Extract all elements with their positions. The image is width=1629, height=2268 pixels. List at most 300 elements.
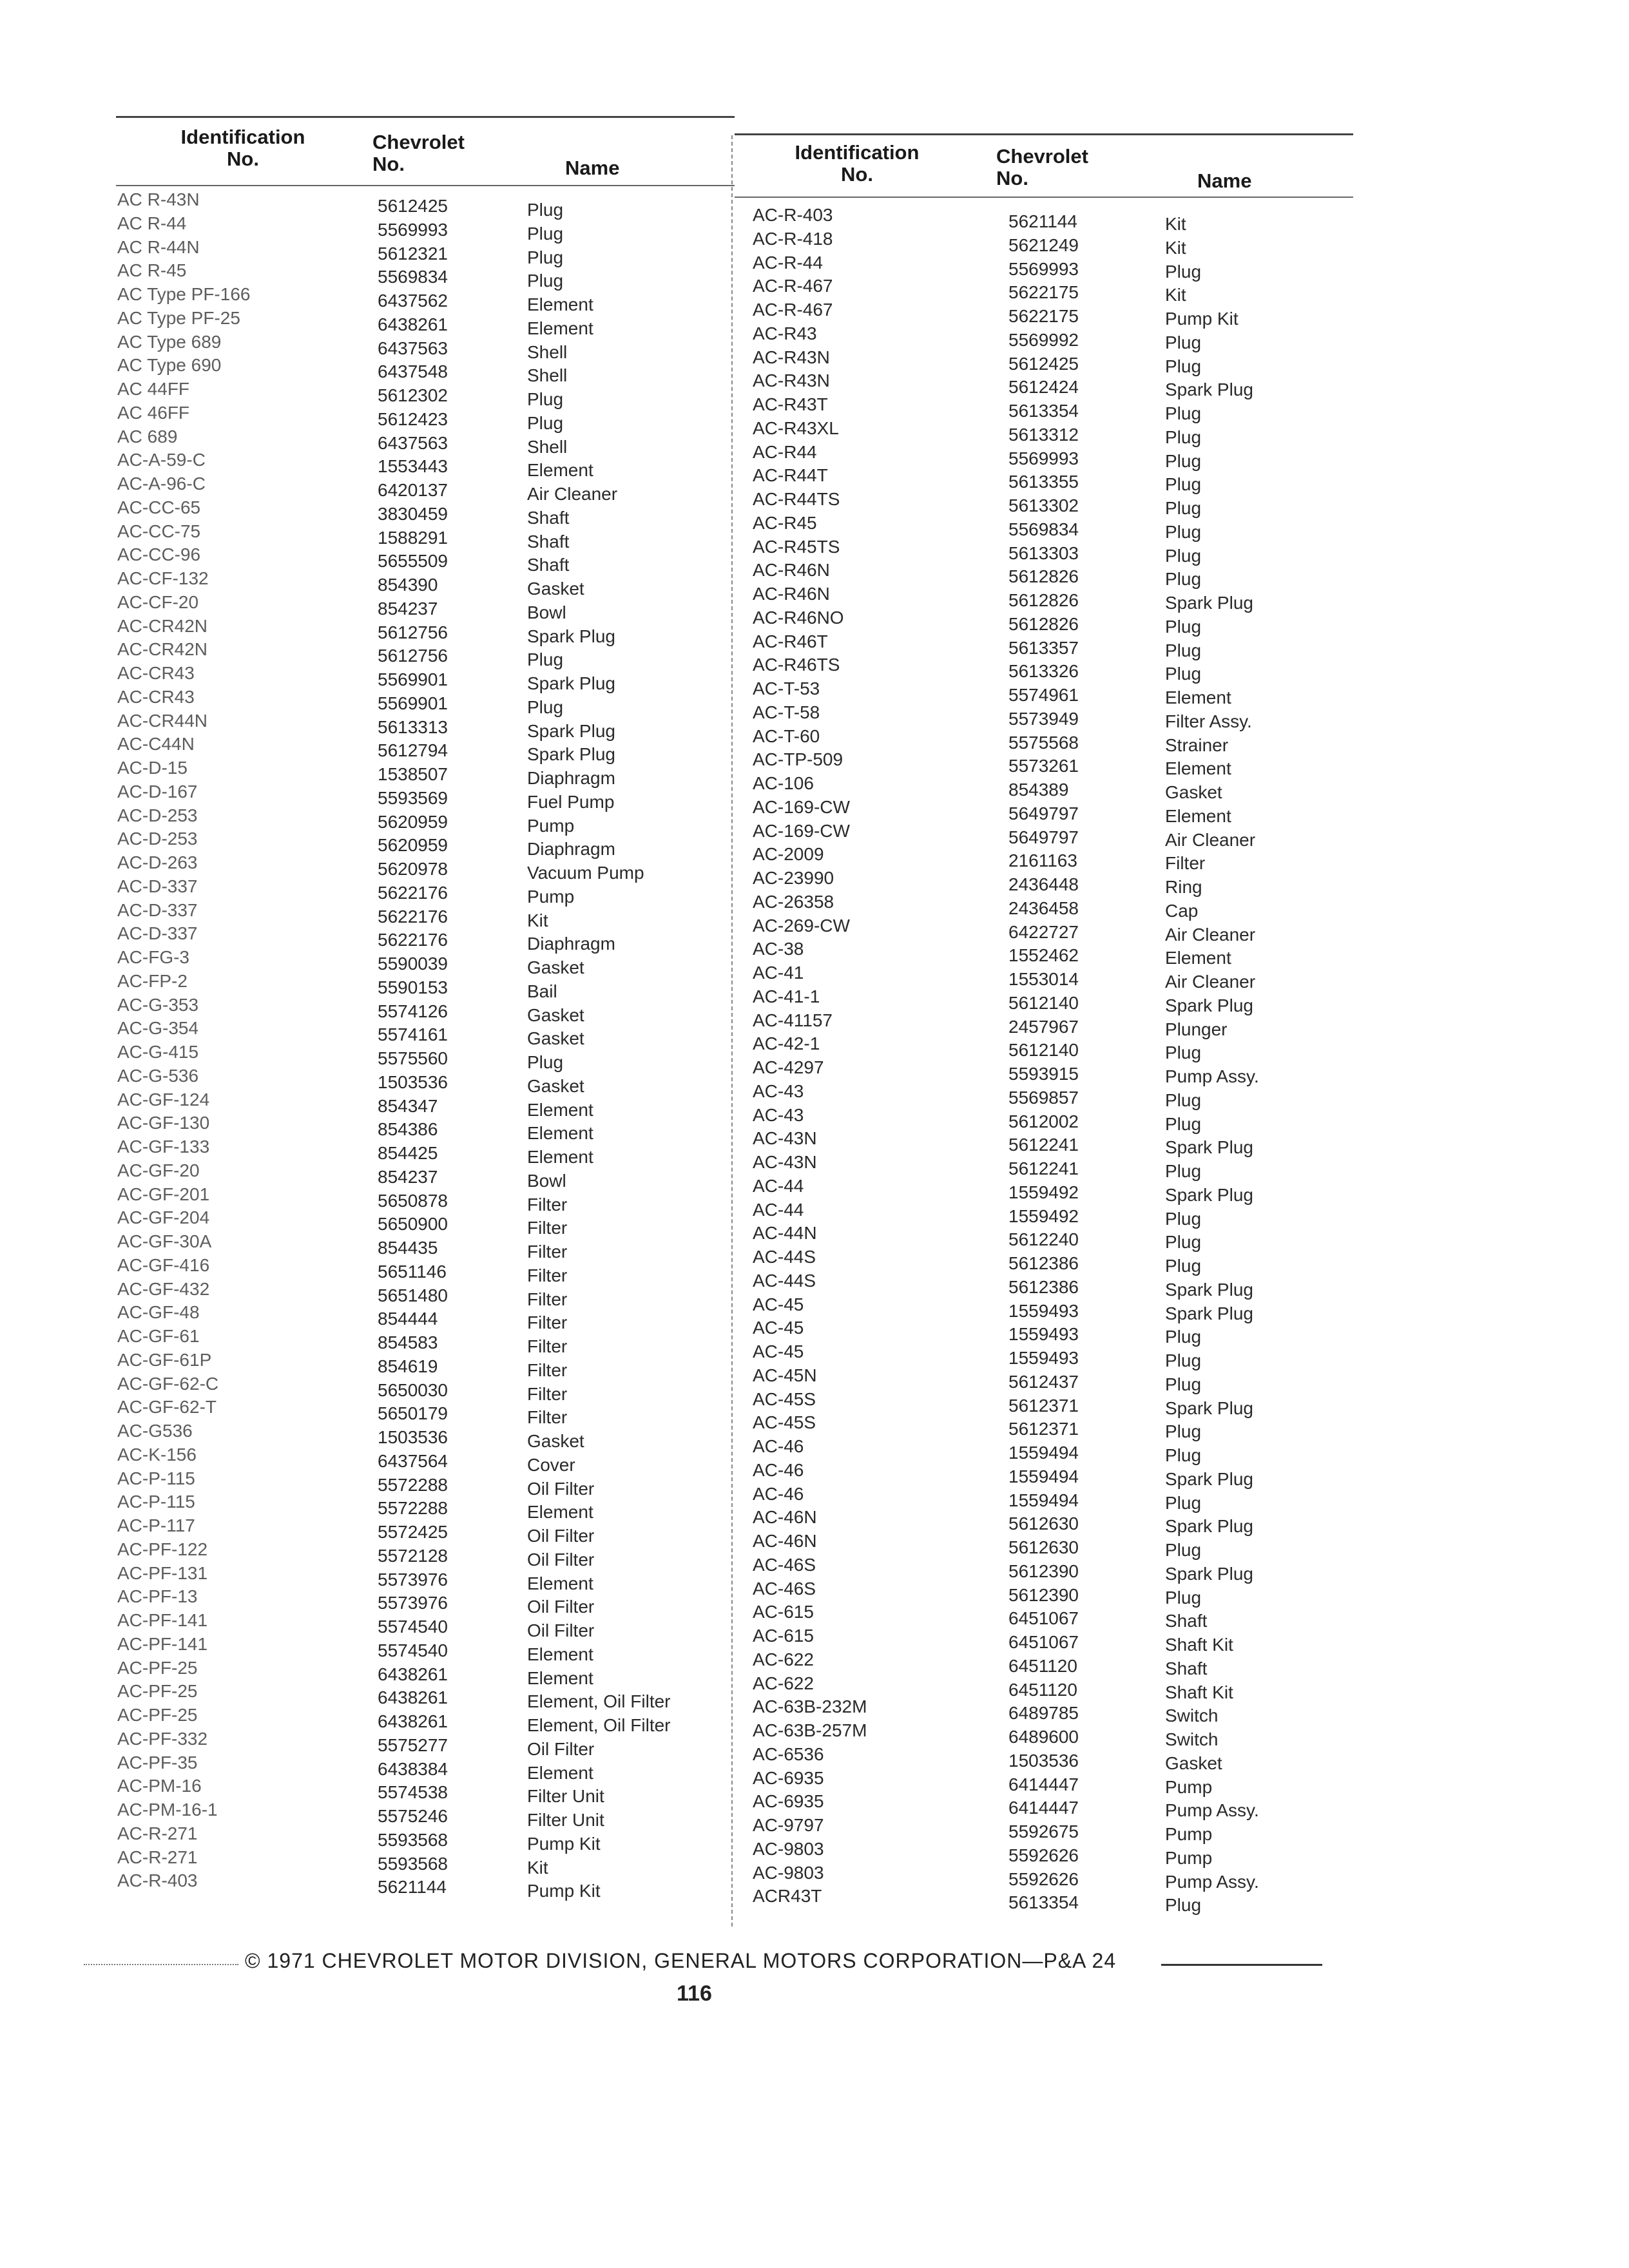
- part-name-cell: Plug: [1165, 356, 1202, 376]
- ident-number-cell: AC-GF-416: [117, 1254, 210, 1275]
- part-name-cell: Pump Assy.: [1165, 1066, 1259, 1086]
- ident-number-cell: AC-FG-3: [117, 947, 189, 967]
- chevrolet-number-cell: 5569992: [1008, 329, 1079, 350]
- ident-number-cell: AC-PF-25: [117, 1681, 198, 1702]
- ident-number-cell: AC-26358: [753, 891, 834, 912]
- ident-number-cell: AC-P-115: [117, 1468, 195, 1488]
- part-name-cell: Plug: [527, 649, 564, 670]
- ident-number-cell: AC R-44: [117, 213, 187, 233]
- chevrolet-number-cell: 5612794: [378, 740, 448, 761]
- ident-number-cell: AC-615: [753, 1626, 814, 1646]
- ident-number-cell: AC-GF-30A: [117, 1231, 212, 1251]
- ident-number-cell: AC-GF-432: [117, 1278, 210, 1299]
- part-name-cell: Spark Plug: [1165, 1468, 1253, 1489]
- part-name-cell: Shell: [527, 341, 568, 362]
- chevrolet-number-cell: 6489600: [1008, 1727, 1079, 1747]
- part-name-cell: Switch: [1165, 1706, 1219, 1726]
- part-name-cell: Element: [527, 1667, 593, 1688]
- chevrolet-number-cell: 5590153: [378, 977, 448, 997]
- chevrolet-number-cell: 6414447: [1008, 1798, 1079, 1818]
- ident-number-cell: AC-63B-257M: [753, 1720, 867, 1740]
- chevrolet-number-cell: 5621144: [378, 1877, 447, 1898]
- part-name-cell: Plug: [1165, 1090, 1202, 1110]
- chevrolet-number-cell: 5569901: [378, 693, 448, 713]
- ident-number-cell: AC R-43N: [117, 189, 200, 209]
- ident-number-cell: AC-45S: [753, 1389, 816, 1409]
- chevrolet-number-cell: 3830459: [378, 503, 448, 524]
- ident-number-cell: AC-46N: [753, 1507, 817, 1528]
- part-name-cell: Shell: [527, 365, 568, 386]
- copyright-footer: © 1971 CHEVROLET MOTOR DIVISION, GENERAL MOTORS CORPORATION—P&A 24: [245, 1949, 1117, 1972]
- chevrolet-number-cell: 5612390: [1008, 1584, 1079, 1605]
- part-name-cell: Shaft: [527, 531, 570, 552]
- chevrolet-number-cell: 1588291: [378, 527, 448, 548]
- ident-number-cell: AC-PF-332: [117, 1728, 208, 1749]
- ident-number-cell: AC-269-CW: [753, 915, 850, 936]
- left-chev-header: Chevrolet No.: [372, 131, 465, 175]
- part-name-cell: Spark Plug: [1165, 1516, 1253, 1537]
- part-name-cell: Element: [527, 294, 593, 314]
- part-name-cell: Filter: [527, 1289, 568, 1309]
- ident-number-cell: AC-46: [753, 1483, 804, 1504]
- ident-number-cell: AC R-45: [117, 260, 187, 281]
- chevrolet-number-cell: 854237: [378, 598, 438, 619]
- part-name-cell: Diaphragm: [527, 839, 615, 860]
- part-name-cell: Element, Oil Filter: [527, 1691, 671, 1712]
- right-ident-column: [753, 204, 867, 1908]
- chevrolet-number-cell: 5572425: [378, 1522, 448, 1542]
- chevrolet-number-cell: 5650878: [378, 1190, 448, 1211]
- column-divider: [731, 135, 733, 1927]
- ident-number-cell: AC-GF-48: [117, 1302, 200, 1323]
- ident-number-cell: AC-D-167: [117, 781, 198, 802]
- ident-number-cell: AC-43: [753, 1104, 804, 1125]
- chevrolet-number-cell: 5622176: [378, 930, 448, 950]
- part-name-cell: Spark Plug: [1165, 995, 1253, 1015]
- ident-number-cell: AC-CR42N: [117, 639, 208, 660]
- chevrolet-number-cell: 5612302: [378, 385, 448, 405]
- part-name-cell: Element: [527, 1099, 593, 1120]
- chevrolet-number-cell: 5572128: [378, 1545, 448, 1566]
- part-name-cell: Spark Plug: [527, 673, 615, 693]
- ident-number-cell: AC Type PF-166: [117, 284, 251, 304]
- part-name-cell: Filter Assy.: [1165, 711, 1252, 731]
- part-name-cell: Gasket: [527, 1075, 584, 1096]
- part-name-cell: Gasket: [1165, 1753, 1222, 1773]
- ident-number-cell: AC-43N: [753, 1152, 817, 1172]
- chevrolet-number-cell: 6451067: [1008, 1608, 1079, 1629]
- chevrolet-number-cell: 5613313: [378, 716, 448, 737]
- part-name-cell: Element: [527, 1573, 593, 1593]
- ident-number-cell: AC-GF-204: [117, 1207, 210, 1228]
- ident-number-cell: AC-6935: [753, 1767, 824, 1788]
- part-name-cell: Oil Filter: [527, 1478, 595, 1499]
- part-name-cell: Plug: [1165, 1256, 1202, 1276]
- ident-number-cell: AC-46N: [753, 1531, 817, 1551]
- ident-number-cell: AC-46: [753, 1459, 804, 1480]
- chevrolet-number-cell: 6437563: [378, 432, 448, 453]
- part-name-cell: Plug: [527, 697, 564, 717]
- ident-number-cell: AC-D-263: [117, 852, 198, 872]
- ident-number-cell: AC Type 689: [117, 331, 222, 352]
- chevrolet-number-cell: 5612826: [1008, 590, 1079, 610]
- ident-number-cell: AC-FP-2: [117, 970, 188, 991]
- ident-number-cell: AC-PM-16: [117, 1776, 202, 1796]
- part-name-cell: Plug: [1165, 1327, 1202, 1347]
- part-name-cell: Oil Filter: [527, 1597, 595, 1617]
- part-name-cell: Filter: [527, 1312, 568, 1333]
- chevrolet-number-cell: 2161163: [1008, 850, 1077, 871]
- chevrolet-number-cell: 6489785: [1008, 1703, 1079, 1724]
- ident-number-cell: AC-9803: [753, 1862, 824, 1883]
- part-name-cell: Filter: [527, 1383, 568, 1404]
- part-name-cell: Shaft Kit: [1165, 1682, 1233, 1702]
- chevrolet-number-cell: 5612423: [378, 408, 448, 429]
- ident-number-cell: AC 44FF: [117, 379, 190, 399]
- part-name-cell: Plug: [1165, 1540, 1202, 1560]
- part-name-cell: Plug: [1165, 1113, 1202, 1134]
- ident-number-cell: AC-D-15: [117, 758, 188, 778]
- chevrolet-number-cell: 5649797: [1008, 803, 1079, 823]
- ident-number-cell: AC-41-1: [753, 986, 820, 1006]
- ident-number-cell: AC-R-271: [117, 1847, 198, 1867]
- ident-number-cell: AC-R43N: [753, 370, 830, 391]
- part-name-cell: Cover: [527, 1454, 575, 1475]
- chevrolet-number-cell: 5612424: [1008, 377, 1079, 398]
- chevrolet-number-cell: 5590039: [378, 954, 448, 974]
- part-name-cell: Element: [527, 460, 593, 481]
- chevrolet-number-cell: 5613354: [1008, 401, 1079, 421]
- chevrolet-number-cell: 5592626: [1008, 1845, 1079, 1865]
- right-name-column: [1165, 213, 1259, 1917]
- part-name-cell: Element: [1165, 687, 1231, 707]
- part-name-cell: Plug: [1165, 332, 1202, 352]
- chevrolet-number-cell: 6438261: [378, 1711, 448, 1731]
- part-name-cell: Pump: [1165, 1847, 1213, 1868]
- ident-number-cell: AC-R-467: [753, 276, 833, 296]
- part-name-cell: Pump: [1165, 1824, 1213, 1844]
- part-name-cell: Pump Assy.: [1165, 1871, 1259, 1892]
- ident-number-cell: AC-D-253: [117, 829, 198, 849]
- chevrolet-number-cell: 854390: [378, 575, 438, 595]
- part-name-cell: Plug: [1165, 1421, 1202, 1442]
- chevrolet-number-cell: 5572288: [378, 1498, 448, 1519]
- chevrolet-number-cell: 854386: [378, 1119, 438, 1140]
- chevrolet-number-cell: 5620959: [378, 835, 448, 856]
- ident-number-cell: AC-PM-16-1: [117, 1800, 218, 1820]
- chevrolet-number-cell: 1559492: [1008, 1206, 1079, 1226]
- ident-number-cell: AC-PF-131: [117, 1562, 208, 1583]
- page-number: 116: [677, 1981, 712, 2006]
- part-name-cell: Air Cleaner: [1165, 829, 1256, 850]
- ident-number-cell: AC-GF-61P: [117, 1349, 212, 1370]
- chevrolet-number-cell: 5575246: [378, 1806, 448, 1826]
- part-name-cell: Shaft: [1165, 1658, 1208, 1678]
- left-ident-header: Identification No.: [180, 126, 305, 170]
- part-name-cell: Shaft: [1165, 1611, 1208, 1631]
- ident-number-cell: AC-R44: [753, 441, 817, 462]
- chevrolet-number-cell: 5612630: [1008, 1514, 1079, 1534]
- part-name-cell: Plug: [1165, 450, 1202, 471]
- chevrolet-number-cell: 5613326: [1008, 661, 1079, 682]
- part-name-cell: Plug: [1165, 1043, 1202, 1063]
- part-name-cell: Pump Kit: [527, 1833, 601, 1854]
- chevrolet-number-cell: 5612240: [1008, 1229, 1079, 1250]
- part-name-cell: Element: [527, 1502, 593, 1523]
- chevrolet-number-cell: 1559493: [1008, 1348, 1079, 1368]
- ident-number-cell: AC-44: [753, 1199, 804, 1220]
- part-name-cell: Spark Plug: [527, 744, 615, 765]
- part-name-cell: Element: [527, 1123, 593, 1144]
- chevrolet-number-cell: 5650900: [378, 1214, 448, 1235]
- part-name-cell: Oil Filter: [527, 1738, 595, 1759]
- chevrolet-number-cell: 5574540: [378, 1640, 448, 1660]
- part-name-cell: Pump: [527, 886, 575, 907]
- chevrolet-number-cell: 854347: [378, 1095, 438, 1116]
- chevrolet-number-cell: 5574540: [378, 1617, 448, 1637]
- ident-number-cell: AC-GF-61: [117, 1326, 200, 1346]
- chevrolet-number-cell: 5622175: [1008, 282, 1079, 303]
- part-name-cell: Filter: [527, 1265, 568, 1285]
- ident-number-cell: AC R-44N: [117, 236, 200, 257]
- ident-number-cell: AC-GF-130: [117, 1113, 210, 1133]
- part-name-cell: Oil Filter: [527, 1620, 595, 1640]
- part-name-cell: Plug: [1165, 403, 1202, 423]
- chevrolet-number-cell: 5592675: [1008, 1821, 1079, 1841]
- ident-number-cell: AC-43: [753, 1081, 804, 1101]
- ident-number-cell: AC-43N: [753, 1128, 817, 1149]
- chevrolet-number-cell: 5573949: [1008, 708, 1079, 729]
- chevrolet-number-cell: 6437548: [378, 361, 448, 382]
- chevrolet-number-cell: 5569901: [378, 669, 448, 689]
- ident-number-cell: AC-41: [753, 963, 804, 983]
- ident-number-cell: AC-44: [753, 1175, 804, 1196]
- ident-number-cell: AC-44S: [753, 1270, 816, 1291]
- chevrolet-number-cell: 5651480: [378, 1285, 448, 1305]
- chevrolet-number-cell: 5575568: [1008, 732, 1079, 753]
- ident-number-cell: AC-R-44: [753, 252, 823, 273]
- chevrolet-number-cell: 5612371: [1008, 1395, 1079, 1416]
- part-name-cell: Spark Plug: [527, 720, 615, 741]
- ident-number-cell: AC 689: [117, 426, 178, 447]
- ident-number-cell: AC-6935: [753, 1791, 824, 1812]
- ident-number-cell: ACR43T: [753, 1886, 822, 1907]
- chevrolet-number-cell: 6438261: [378, 1687, 448, 1708]
- ident-number-cell: AC-R46T: [753, 631, 828, 651]
- chevrolet-number-cell: 5622176: [378, 906, 448, 927]
- part-name-cell: Spark Plug: [1165, 1303, 1253, 1323]
- ident-number-cell: AC-K-156: [117, 1444, 197, 1465]
- chevrolet-number-cell: 2436448: [1008, 874, 1079, 894]
- part-name-cell: Plug: [1165, 1161, 1202, 1181]
- ident-number-cell: AC-R46N: [753, 584, 830, 604]
- chevrolet-number-cell: 5593568: [378, 1829, 448, 1850]
- chevrolet-number-cell: 6422727: [1008, 921, 1079, 942]
- part-name-cell: Element: [1165, 758, 1231, 779]
- ident-number-cell: AC-622: [753, 1649, 814, 1669]
- part-name-cell: Plug: [1165, 498, 1202, 518]
- chevrolet-number-cell: 5593569: [378, 787, 448, 808]
- part-name-cell: Cap: [1165, 900, 1199, 921]
- chevrolet-number-cell: 854425: [378, 1143, 438, 1163]
- part-name-cell: Plug: [1165, 1445, 1202, 1465]
- ident-number-cell: AC-G536: [117, 1421, 193, 1441]
- part-name-cell: Filter: [527, 1407, 568, 1428]
- ident-number-cell: AC-G-536: [117, 1065, 199, 1086]
- chevrolet-number-cell: 5613302: [1008, 495, 1079, 515]
- ident-number-cell: AC-46S: [753, 1578, 816, 1599]
- chevrolet-number-cell: 5650179: [378, 1403, 448, 1424]
- chevrolet-number-cell: 5592626: [1008, 1869, 1079, 1889]
- ident-number-cell: AC-P-117: [117, 1515, 195, 1535]
- chevrolet-number-cell: 5612371: [1008, 1419, 1079, 1439]
- ident-number-cell: AC-T-53: [753, 678, 820, 698]
- ident-number-cell: AC-CC-75: [117, 521, 201, 541]
- part-name-cell: Kit: [527, 1857, 548, 1878]
- part-name-cell: Plug: [1165, 1208, 1202, 1229]
- chevrolet-number-cell: 1503536: [378, 1427, 448, 1447]
- part-name-cell: Filter: [527, 1360, 568, 1380]
- ident-number-cell: AC-R-467: [753, 300, 833, 320]
- chevrolet-number-cell: 5613354: [1008, 1892, 1079, 1913]
- ident-number-cell: AC-46S: [753, 1554, 816, 1575]
- part-name-cell: Plug: [1165, 427, 1202, 447]
- chevrolet-number-cell: 5612826: [1008, 566, 1079, 587]
- chevrolet-number-cell: 5620959: [378, 811, 448, 832]
- ident-number-cell: AC-GF-133: [117, 1137, 210, 1157]
- part-name-cell: Plug: [1165, 1232, 1202, 1253]
- chevrolet-number-cell: 5612425: [378, 196, 448, 216]
- part-name-cell: Plug: [527, 247, 564, 267]
- chevrolet-number-cell: 5612140: [1008, 992, 1079, 1013]
- part-name-cell: Plug: [527, 389, 564, 409]
- ident-number-cell: AC-PF-141: [117, 1610, 208, 1630]
- part-name-cell: Spark Plug: [527, 626, 615, 646]
- part-name-cell: Filter Unit: [527, 1786, 604, 1807]
- ident-number-cell: AC-R-403: [753, 205, 833, 225]
- part-name-cell: Oil Filter: [527, 1549, 595, 1570]
- part-name-cell: Filter: [1165, 853, 1206, 874]
- chevrolet-number-cell: 6437564: [378, 1450, 448, 1471]
- chevrolet-number-cell: 5612756: [378, 622, 448, 642]
- chevrolet-number-cell: 5612140: [1008, 1040, 1079, 1061]
- left-top-rule: [116, 116, 735, 118]
- part-name-cell: Plug: [527, 200, 564, 220]
- part-name-cell: Plug: [527, 412, 564, 433]
- ident-number-cell: AC-D-253: [117, 805, 198, 825]
- ident-number-cell: AC-PF-122: [117, 1539, 208, 1559]
- ident-number-cell: AC-R44TS: [753, 489, 840, 509]
- chevrolet-number-cell: 5569993: [1008, 258, 1079, 279]
- ident-number-cell: AC-169-CW: [753, 796, 850, 817]
- ident-number-cell: AC-42-1: [753, 1033, 820, 1054]
- ident-number-cell: AC-R43XL: [753, 418, 839, 438]
- left-ident-column: [117, 188, 250, 1893]
- chevrolet-number-cell: 5573976: [378, 1569, 448, 1590]
- part-name-cell: Plug: [1165, 1374, 1202, 1394]
- right-header-rule: [735, 197, 1353, 198]
- chevrolet-number-cell: 5569834: [1008, 519, 1079, 539]
- part-name-cell: Element: [1165, 805, 1231, 826]
- part-name-cell: Plunger: [1165, 1019, 1228, 1039]
- ident-number-cell: AC-41157: [753, 1010, 833, 1030]
- ident-number-cell: AC-D-337: [117, 876, 198, 896]
- ident-number-cell: AC-44S: [753, 1247, 816, 1267]
- ident-number-cell: AC-45S: [753, 1412, 816, 1433]
- chevrolet-number-cell: 5613312: [1008, 424, 1079, 445]
- chevrolet-number-cell: 5612321: [378, 243, 448, 264]
- ident-number-cell: AC-GF-124: [117, 1089, 210, 1110]
- chevrolet-number-cell: 2457967: [1008, 1016, 1079, 1037]
- left-name-column: [527, 198, 671, 1903]
- part-name-cell: Fuel Pump: [527, 791, 615, 812]
- chevrolet-number-cell: 5613303: [1008, 543, 1079, 563]
- right-top-rule: [735, 133, 1353, 135]
- ident-number-cell: AC-GF-201: [117, 1184, 210, 1204]
- chevrolet-number-cell: 1553014: [1008, 969, 1079, 989]
- part-name-cell: Plug: [1165, 261, 1202, 282]
- chevrolet-number-cell: 5574126: [378, 1001, 448, 1021]
- ident-number-cell: AC-D-337: [117, 899, 198, 920]
- part-name-cell: Shaft Kit: [1165, 1635, 1233, 1655]
- part-name-cell: Shaft: [527, 507, 570, 528]
- ident-number-cell: AC-D-337: [117, 923, 198, 944]
- chevrolet-number-cell: 5572288: [378, 1474, 448, 1495]
- chevrolet-number-cell: 1503536: [378, 1072, 448, 1092]
- left-header-rule: [116, 185, 735, 186]
- right-name-header: Name: [1197, 169, 1252, 192]
- part-name-cell: Spark Plug: [1165, 1137, 1253, 1158]
- part-name-cell: Element: [527, 1762, 593, 1783]
- part-name-cell: Plug: [1165, 474, 1202, 495]
- right-chev-header: Chevrolet No.: [996, 145, 1088, 189]
- chevrolet-number-cell: 5593915: [1008, 1064, 1079, 1084]
- part-name-cell: Pump Kit: [527, 1881, 601, 1901]
- chevrolet-number-cell: 854389: [1008, 780, 1069, 800]
- ident-number-cell: AC-CF-20: [117, 591, 199, 612]
- part-name-cell: Gasket: [527, 1431, 584, 1451]
- chevrolet-number-cell: 854444: [378, 1309, 438, 1329]
- ident-number-cell: AC-63B-232M: [753, 1696, 867, 1717]
- chevrolet-number-cell: 5613357: [1008, 637, 1079, 658]
- part-name-cell: Spark Plug: [1165, 380, 1253, 400]
- part-name-cell: Plug: [1165, 616, 1202, 637]
- chevrolet-number-cell: 5622176: [378, 882, 448, 903]
- chevrolet-number-cell: 5649797: [1008, 827, 1079, 847]
- part-name-cell: Ring: [1165, 877, 1202, 897]
- chevrolet-number-cell: 5569857: [1008, 1087, 1079, 1108]
- ident-number-cell: AC-CR43: [117, 663, 195, 683]
- chevrolet-number-cell: 5574961: [1008, 685, 1079, 705]
- chevrolet-number-cell: 6437562: [378, 291, 448, 311]
- ident-number-cell: AC-R46TS: [753, 655, 840, 675]
- chevrolet-number-cell: 5621144: [1008, 211, 1077, 231]
- part-name-cell: Plug: [1165, 569, 1202, 590]
- part-name-cell: Element: [1165, 948, 1231, 968]
- part-name-cell: Plug: [1165, 545, 1202, 566]
- part-name-cell: Plug: [1165, 1895, 1202, 1916]
- chevrolet-number-cell: 5612437: [1008, 1371, 1079, 1392]
- chevrolet-number-cell: 6438384: [378, 1758, 448, 1779]
- part-name-cell: Strainer: [1165, 735, 1229, 755]
- part-name-cell: Plug: [527, 271, 564, 291]
- part-name-cell: Pump Kit: [1165, 309, 1239, 329]
- ident-number-cell: AC-CR42N: [117, 615, 208, 636]
- part-name-cell: Pump: [1165, 1776, 1213, 1797]
- ident-number-cell: AC-CR44N: [117, 710, 208, 731]
- ident-number-cell: AC-169-CW: [753, 820, 850, 841]
- ident-number-cell: AC-45: [753, 1294, 804, 1314]
